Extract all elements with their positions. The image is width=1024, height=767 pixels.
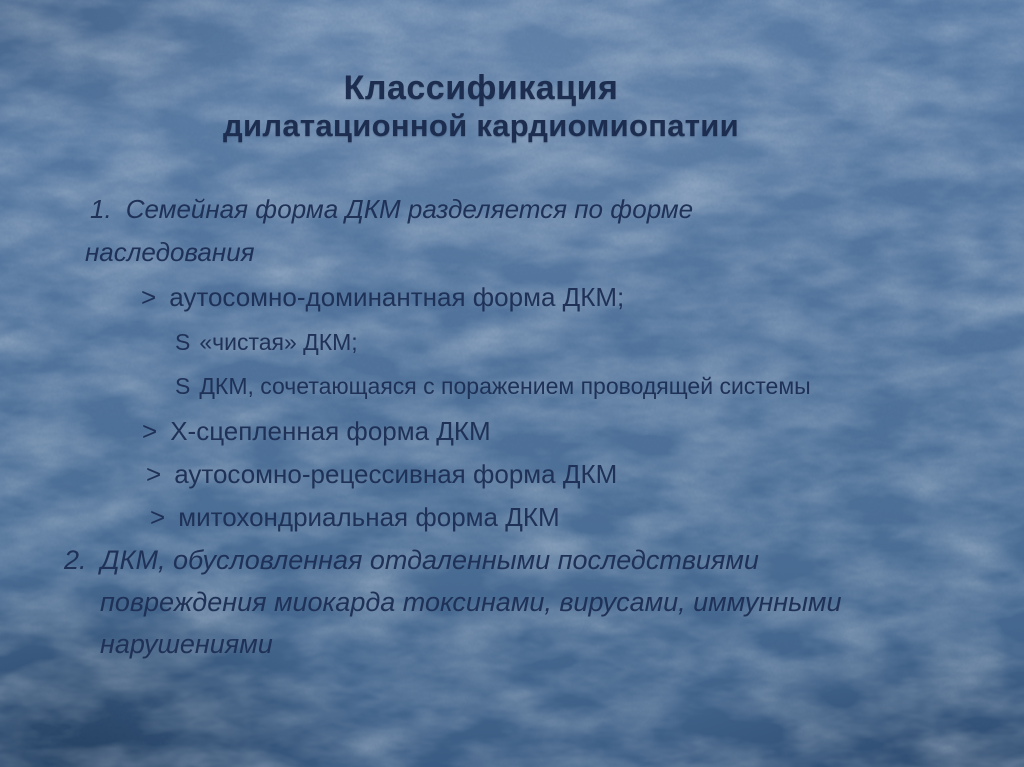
list-item-1-line-1 (90, 193, 693, 225)
bullet-text: митохондриальная форма ДКМ (178, 502, 560, 532)
sub-bullet-row-conduction-system (175, 371, 811, 401)
bullet-marker: > (141, 282, 157, 312)
list-item-2-text: ДКМ, обусловленная отдаленными последствиями (100, 545, 759, 575)
list-item-2-line-3: нарушениями (100, 629, 273, 659)
bullet-row-x-linked (142, 415, 491, 447)
bullet-marker: > (142, 416, 158, 446)
bullet-text: аутосомно-рецессивная форма ДКМ (174, 459, 618, 489)
list-item-2-line-2: повреждения миокарда токсинами, вирусами, иммунными (100, 587, 842, 617)
list-item-1-line-2: наследования (85, 237, 255, 267)
sub-bullet-marker: S (175, 329, 191, 355)
list-item-1-text: Семейная форма ДКМ разделяется по форме (125, 194, 694, 224)
list-item-1-marker: 1. (90, 194, 112, 224)
slide-title (0, 68, 962, 144)
bullet-text: Х-сцепленная форма ДКМ (170, 416, 491, 446)
bullet-marker: > (146, 459, 162, 489)
list-item-2-line-1 (64, 544, 759, 576)
bullet-row-mitochondrial (150, 501, 560, 533)
bullet-marker: > (150, 502, 166, 532)
bullet-row-autosomal-recessive (146, 458, 617, 490)
sub-bullet-row-pure-dcm (175, 327, 358, 357)
sub-bullet-marker: S (175, 373, 191, 399)
sub-bullet-text: «чистая» ДКМ; (199, 329, 358, 355)
sub-bullet-text: ДКМ, сочетающаяся с поражением проводящей системы (199, 373, 811, 399)
slide-title-line-1: Классификация (343, 69, 619, 107)
bullet-row-autosomal-dominant (141, 281, 624, 313)
slide-title-line-2: дилатационной кардиомиопатии (223, 108, 739, 143)
list-item-2-marker: 2. (64, 545, 87, 575)
bullet-text: аутосомно-доминантная форма ДКМ; (169, 282, 625, 312)
